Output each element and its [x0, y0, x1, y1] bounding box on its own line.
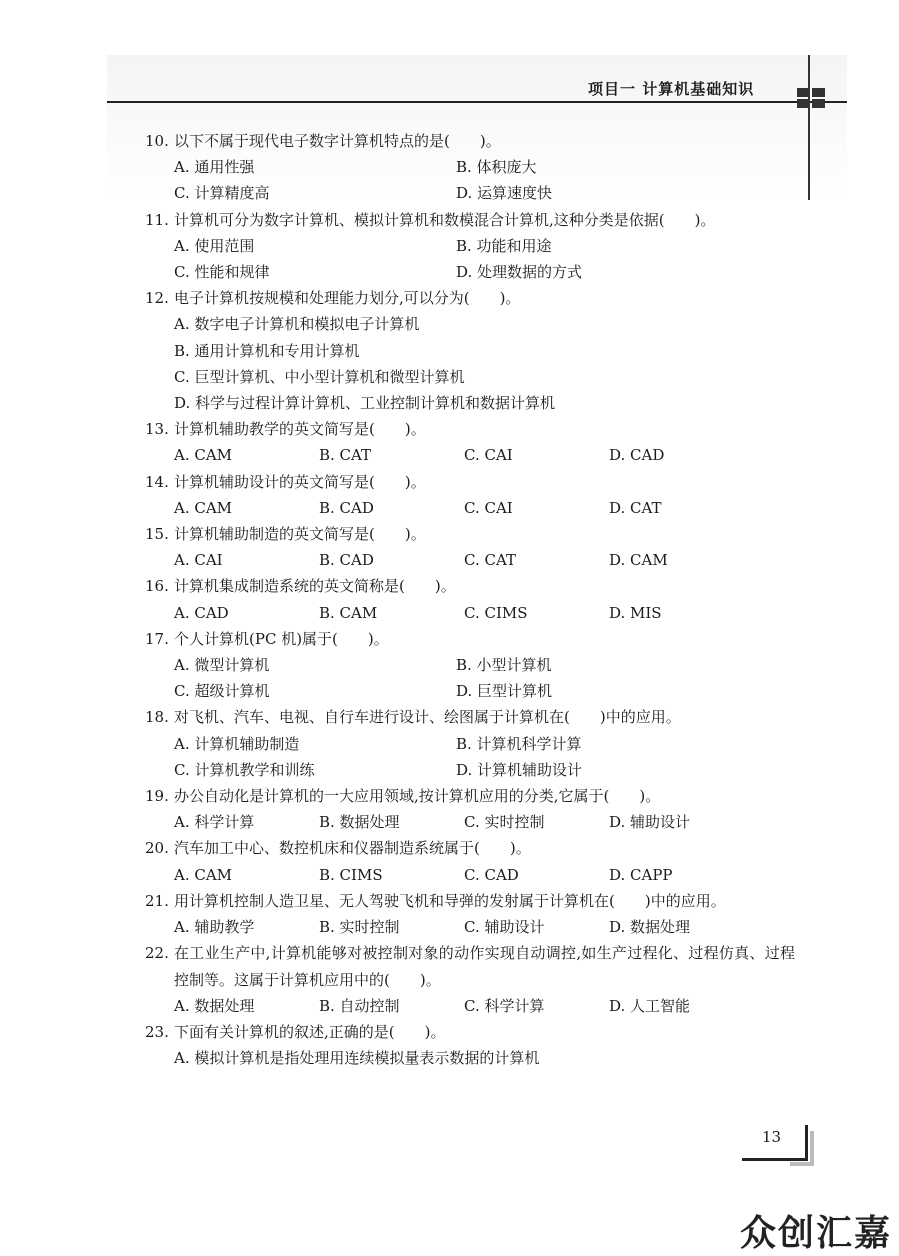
option-group	[145, 233, 795, 285]
answer-option: B. 实时控制	[319, 918, 400, 937]
answer-option: C. CAI	[464, 498, 513, 517]
answer-option: D. CAD	[609, 446, 665, 465]
answer-option: A. CAI	[174, 551, 223, 570]
answer-option: C. 科学计算	[464, 996, 545, 1015]
question-number: 21.	[145, 891, 169, 910]
answer-option: D. 巨型计算机	[456, 682, 553, 701]
watermark-logo: 众创汇嘉	[740, 1213, 893, 1254]
question-text: 汽车加工中心、数控机床和仪器制造系统属于( )。	[174, 839, 531, 858]
question-text: 电子计算机按规模和处理能力划分,可以分为( )。	[174, 289, 521, 308]
answer-option: C. CIMS	[464, 603, 528, 622]
answer-option: B. 计算机科学计算	[456, 734, 582, 753]
question-item	[145, 416, 795, 468]
question-item	[145, 207, 795, 286]
answer-option: D. 数据处理	[609, 918, 691, 937]
answer-option: A. CAD	[174, 603, 229, 622]
answer-option: B. 自动控制	[319, 996, 400, 1015]
answer-option: B. 功能和用途	[456, 236, 552, 255]
question-text: 对飞机、汽车、电视、自行车进行设计、绘图属于计算机在( )中的应用。	[174, 708, 681, 727]
question-text: 以下不属于现代电子数字计算机特点的是( )。	[174, 132, 501, 150]
answer-option: B. CAD	[319, 498, 374, 517]
answer-option: A. CAM	[174, 498, 233, 517]
question-item	[145, 626, 795, 705]
answer-option: D. 科学与过程计算计算机、工业控制计算机和数据计算机	[174, 394, 556, 413]
answer-option: A. 辅助教学	[174, 918, 255, 937]
option-group	[145, 862, 795, 888]
option-group	[145, 442, 795, 468]
question-item	[145, 940, 795, 1019]
answer-option: D. CAPP	[609, 865, 673, 884]
question-number: 22.	[145, 944, 169, 963]
running-header-title: 项目一 计算机基础知识	[588, 80, 755, 98]
question-text: 计算机辅助设计的英文简写是( )。	[174, 472, 426, 491]
question-list	[145, 128, 795, 1071]
question-text: 个人计算机(PC 机)属于( )。	[174, 629, 389, 648]
option-group	[145, 809, 795, 835]
option-group	[145, 600, 795, 626]
page-number-frame	[805, 1125, 808, 1161]
question-item	[145, 888, 795, 940]
question-number: 16.	[145, 577, 169, 596]
answer-option: C. 辅助设计	[464, 918, 545, 937]
answer-option: A. 微型计算机	[174, 656, 270, 675]
option-group	[145, 914, 795, 940]
question-item	[145, 573, 795, 625]
question-number: 17.	[145, 629, 169, 648]
question-item	[145, 835, 795, 887]
answer-option: B. 小型计算机	[456, 656, 552, 675]
answer-option: A. CAM	[174, 865, 233, 884]
answer-option: C. 巨型计算机、中小型计算机和微型计算机	[174, 367, 465, 386]
option-group	[145, 1045, 795, 1071]
header-vertical-rule	[808, 55, 810, 200]
option-group	[145, 311, 795, 416]
answer-option: C. 计算机教学和训练	[174, 760, 315, 779]
answer-option: D. MIS	[609, 603, 662, 622]
answer-option: C. CAD	[464, 865, 519, 884]
question-number: 12.	[145, 289, 169, 308]
question-item	[145, 783, 795, 835]
answer-option: A. 科学计算	[174, 813, 255, 832]
answer-option: D. 计算机辅助设计	[456, 760, 583, 779]
answer-option: D. 运算速度快	[456, 184, 553, 203]
question-number: 14.	[145, 472, 169, 491]
header-rule	[107, 101, 847, 103]
option-group	[145, 495, 795, 521]
option-group	[145, 154, 795, 206]
answer-option: B. 通用计算机和专用计算机	[174, 341, 360, 360]
answer-option: B. CIMS	[319, 865, 383, 884]
answer-option: D. 人工智能	[609, 996, 691, 1015]
question-item	[145, 285, 795, 416]
answer-option: D. 处理数据的方式	[456, 263, 583, 282]
answer-option: D. 辅助设计	[609, 813, 691, 832]
question-number: 18.	[145, 708, 169, 727]
answer-option: B. 数据处理	[319, 813, 400, 832]
option-group	[145, 547, 795, 573]
page-number: 13	[762, 1128, 782, 1146]
question-item	[145, 704, 795, 783]
page-number-shadow	[790, 1162, 814, 1166]
question-text: 计算机可分为数字计算机、模拟计算机和数模混合计算机,这种分类是依据( )。	[174, 210, 716, 229]
answer-option: C. CAI	[464, 446, 513, 465]
question-item	[145, 128, 795, 207]
option-group	[145, 731, 795, 783]
answer-option: A. 数据处理	[174, 996, 255, 1015]
question-text: 下面有关计算机的叙述,正确的是( )。	[174, 1022, 446, 1041]
answer-option: A. 模拟计算机是指处理用连续模拟量表示数据的计算机	[174, 1049, 540, 1068]
question-item	[145, 469, 795, 521]
answer-option: D. CAT	[609, 498, 662, 517]
question-number: 11.	[145, 210, 169, 229]
answer-option: B. CAM	[319, 603, 378, 622]
answer-option: C. 实时控制	[464, 813, 545, 832]
answer-option: C. 超级计算机	[174, 682, 270, 701]
question-text: 计算机集成制造系统的英文简称是( )。	[174, 577, 456, 596]
answer-option: B. CAD	[319, 551, 374, 570]
answer-option: A. 数字电子计算机和模拟电子计算机	[174, 315, 420, 334]
option-group	[145, 652, 795, 704]
question-text: 在工业生产中,计算机能够对被控制对象的动作实现自动调控,如生产过程化、过程仿真、过程控制等。这属于计算机应用中的( )。	[174, 944, 795, 989]
question-number: 13.	[145, 420, 169, 439]
question-item	[145, 521, 795, 573]
answer-option: D. CAM	[609, 551, 668, 570]
question-number: 23.	[145, 1022, 169, 1041]
answer-option: C. 性能和规律	[174, 263, 270, 282]
answer-option: C. 计算精度高	[174, 184, 270, 203]
question-number: 15.	[145, 525, 169, 544]
question-number: 10.	[145, 132, 169, 150]
page-number-shadow	[810, 1131, 814, 1165]
question-number: 20.	[145, 839, 169, 858]
answer-option: B. CAT	[319, 446, 372, 465]
answer-option: A. 通用性强	[174, 158, 255, 177]
question-text: 用计算机控制人造卫星、无人驾驶飞机和导弹的发射属于计算机在( )中的应用。	[174, 891, 726, 910]
answer-option: A. 使用范围	[174, 236, 255, 255]
question-text: 办公自动化是计算机的一大应用领域,按计算机应用的分类,它属于( )。	[174, 787, 661, 806]
question-item	[145, 1019, 795, 1071]
option-group	[145, 993, 795, 1019]
question-text: 计算机辅助制造的英文简写是( )。	[174, 525, 426, 544]
page-number-frame	[742, 1158, 808, 1161]
answer-option: C. CAT	[464, 551, 516, 570]
answer-option: B. 体积庞大	[456, 158, 537, 177]
question-number: 19.	[145, 787, 169, 806]
header-corner-mark-icon	[797, 88, 827, 112]
answer-option: A. CAM	[174, 446, 233, 465]
answer-option: A. 计算机辅助制造	[174, 734, 300, 753]
question-text: 计算机辅助教学的英文简写是( )。	[174, 420, 426, 439]
